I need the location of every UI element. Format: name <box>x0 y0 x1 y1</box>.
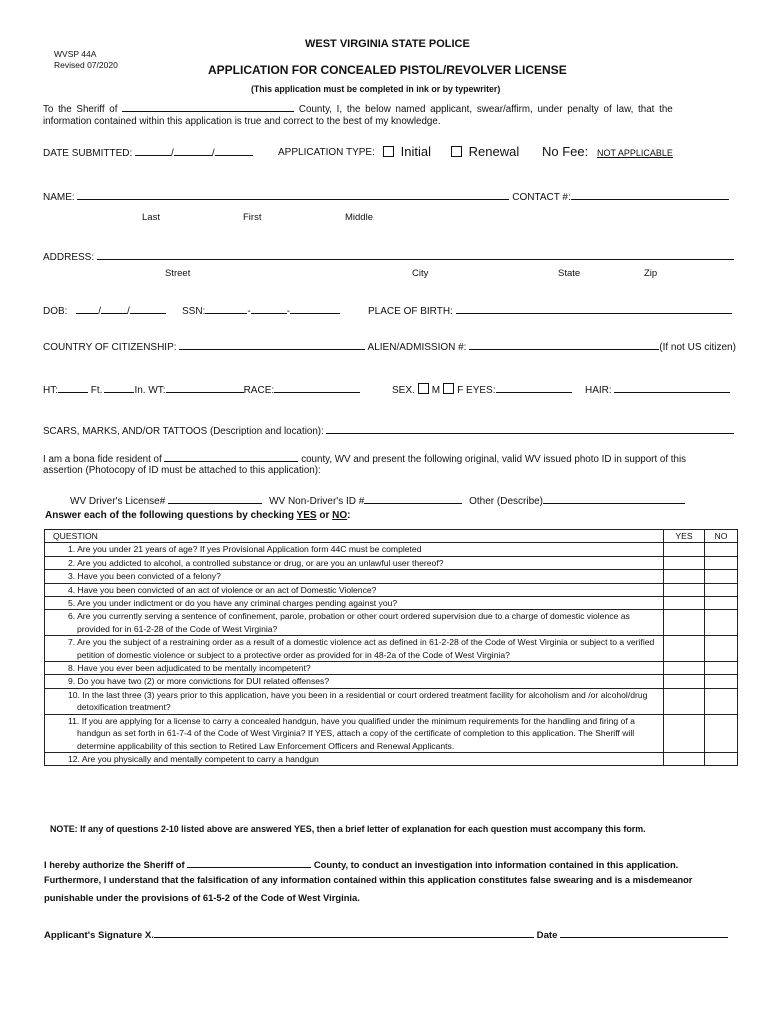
authorization-text-b: County, to conduct an investigation into information contained in this application. <box>313 859 679 870</box>
question-row <box>45 714 738 752</box>
answer-no-cell[interactable] <box>705 688 738 714</box>
answer-no-cell[interactable] <box>705 556 738 569</box>
eyes-label: F EYES: <box>457 385 496 396</box>
instructions-no: NO <box>332 510 348 521</box>
dob-month-field[interactable] <box>76 304 98 314</box>
alien-number-label: ALIEN/ADMISSION #: <box>367 342 467 353</box>
middle-caption: Middle <box>345 212 373 223</box>
question-cell <box>45 583 664 596</box>
citizenship-label: COUNTRY OF CITIZENSHIP: <box>43 342 177 353</box>
answer-no-cell[interactable] <box>705 570 738 583</box>
application-type-label: APPLICATION TYPE: <box>278 147 375 158</box>
question-text: 6. Are you currently serving a sentence of confinement, parole, probation or other court ordered supervision due to a charge of domestic violence as provided for in 61-2-28 of the Code of West Virginia? <box>68 611 630 634</box>
ssn-label: SSN: <box>182 306 206 317</box>
question-text: 7. Are you the subject of a restraining order as a result of a domestic violence act as defined in 61-2-28 of the Code of West Virginia or subject to a verified petition of domestic violence or subject to a protective order as provided for in 48-2a of the Code of West Virginia? <box>68 637 655 660</box>
answer-no-cell[interactable] <box>705 752 738 765</box>
birthplace-label: PLACE OF BIRTH: <box>368 306 453 317</box>
drivers-license-label: WV Driver's License# <box>70 496 166 507</box>
question-row <box>45 752 738 765</box>
table-header-row <box>45 530 738 543</box>
first-caption: First <box>243 212 262 223</box>
question-row <box>45 556 738 569</box>
hair-label: HAIR: <box>585 385 612 396</box>
feet-label: Ft. <box>90 385 103 396</box>
no-fee-label: No Fee: <box>542 144 589 159</box>
dob-row <box>43 304 166 317</box>
other-id-field[interactable] <box>543 494 685 504</box>
initial-label: Initial <box>400 144 431 159</box>
city-caption: City <box>412 268 429 279</box>
physical-row <box>43 383 360 396</box>
ssn-part1-field[interactable] <box>205 304 247 314</box>
dob-slash: / <box>127 306 130 317</box>
height-inches-field[interactable] <box>104 383 134 393</box>
intro-text-a: To the Sheriff of <box>43 104 118 115</box>
instructions-text: Answer each of the following questions by checking <box>45 510 294 521</box>
contact-label: CONTACT #: <box>512 192 571 203</box>
residency-text-b: county, WV and present the following original, valid WV issued photo ID in support of this <box>301 454 687 465</box>
question-text: 12. Are you physically and mentally competent to carry a handgun <box>68 753 319 764</box>
ssn-dash: - <box>247 306 251 317</box>
authorization-county-field[interactable] <box>187 858 311 868</box>
instructions-or: or <box>319 510 330 521</box>
answer-yes-cell[interactable] <box>664 583 705 596</box>
dob-year-field[interactable] <box>130 304 166 314</box>
yes-header: YES <box>664 530 705 543</box>
id-row <box>70 494 685 507</box>
answer-no-cell[interactable] <box>705 610 738 636</box>
question-text: 8. Have you ever been adjudicated to be mentally incompetent? <box>68 663 311 674</box>
non-citizen-note: (If not US citizen) <box>659 342 736 353</box>
question-cell <box>45 662 664 675</box>
question-text: 2. Are you addicted to alcohol, a controlled substance or drug, or are you an unlawful user thereof? <box>68 557 444 568</box>
no-header: NO <box>705 530 738 543</box>
race-field[interactable] <box>274 383 360 393</box>
name-label: NAME: <box>43 192 75 203</box>
answer-no-cell[interactable] <box>705 543 738 556</box>
question-cell <box>45 688 664 714</box>
scars-row <box>43 424 734 437</box>
signature-date-field[interactable] <box>560 928 728 938</box>
answer-yes-cell[interactable] <box>664 570 705 583</box>
weight-field[interactable] <box>166 383 244 393</box>
non-driver-id-label: WV Non-Driver's ID # <box>269 496 365 507</box>
residency-line-2: assertion (Photocopy of ID must be attached to this application): <box>43 465 321 476</box>
address-field[interactable] <box>97 250 734 260</box>
question-text: 5. Are you under indictment or do you have any criminal charges pending against you? <box>68 598 398 609</box>
answer-yes-cell[interactable] <box>664 610 705 636</box>
question-row <box>45 675 738 688</box>
sheriff-county-field[interactable] <box>122 102 294 112</box>
birthplace-row <box>368 304 732 317</box>
renewal-label: Renewal <box>468 144 520 159</box>
dob-day-field[interactable] <box>101 304 127 314</box>
address-label: ADDRESS: <box>43 252 95 263</box>
questions-table <box>44 529 738 766</box>
answer-no-cell[interactable] <box>705 662 738 675</box>
hair-field[interactable] <box>614 383 730 393</box>
height-label: HT: <box>43 385 58 396</box>
intro-text-b: County, I, the below named applicant, swear/affirm, under penalty of law, that the <box>298 104 673 115</box>
answer-yes-cell[interactable] <box>664 636 705 662</box>
question-text: 9. Do you have two (2) or more convictions for DUI related offenses? <box>68 676 330 687</box>
answer-no-cell[interactable] <box>705 675 738 688</box>
question-row <box>45 583 738 596</box>
name-field[interactable] <box>77 190 509 200</box>
authorization-line-2: Furthermore, I understand that the falsification of any information contained within this application constitutes false swearing and is a misdemeanor <box>44 875 693 885</box>
drivers-license-field[interactable] <box>168 494 262 504</box>
question-cell <box>45 675 664 688</box>
height-feet-field[interactable] <box>58 383 88 393</box>
completion-note: (This application must be completed in ink or by typewriter) <box>251 84 501 94</box>
answer-yes-cell[interactable] <box>664 675 705 688</box>
date-slash: / <box>171 148 174 159</box>
question-text: 4. Have you been convicted of an act of violence or an act of Domestic Violence? <box>68 584 377 595</box>
date-label: DATE SUBMITTED: <box>43 148 133 159</box>
page-title: APPLICATION FOR CONCEALED PISTOL/REVOLVER LICENSE <box>208 63 567 77</box>
residency-line-1 <box>43 452 686 465</box>
answer-yes-cell[interactable] <box>664 752 705 765</box>
eyes-field[interactable] <box>496 383 572 393</box>
other-id-label: Other (Describe) <box>469 496 544 507</box>
answer-yes-cell[interactable] <box>664 662 705 675</box>
answer-no-cell[interactable] <box>705 636 738 662</box>
scars-field[interactable] <box>326 424 734 434</box>
male-label: M <box>431 385 441 396</box>
renewal-option[interactable] <box>448 144 519 159</box>
question-cell <box>45 543 664 556</box>
question-row <box>45 597 738 610</box>
answer-yes-cell[interactable] <box>664 714 705 752</box>
question-cell <box>45 570 664 583</box>
renewal-checkbox[interactable] <box>451 146 462 157</box>
answer-yes-cell[interactable] <box>664 543 705 556</box>
question-cell <box>45 597 664 610</box>
signature-row <box>44 928 728 941</box>
street-caption: Street <box>165 268 191 279</box>
residency-text-a: I am a bona fide resident of <box>43 454 162 465</box>
ssn-row <box>182 304 340 317</box>
state-caption: State <box>558 268 581 279</box>
name-row <box>43 190 729 203</box>
hair-group <box>585 383 730 396</box>
answer-yes-cell[interactable] <box>664 556 705 569</box>
citizenship-row <box>43 340 736 353</box>
explanation-note: NOTE: If any of questions 2-10 listed above are answered YES, then a brief letter of explanation for each question must accompany this form. <box>50 824 646 834</box>
ssn-part3-field[interactable] <box>290 304 340 314</box>
authorization-line-1 <box>44 858 678 870</box>
agency-name: WEST VIRGINIA STATE POLICE <box>305 38 470 50</box>
answer-yes-cell[interactable] <box>664 688 705 714</box>
non-driver-id-field[interactable] <box>364 494 462 504</box>
question-header: QUESTION <box>45 530 664 543</box>
intro-line-2: information contained within this application is true and correct to the best of my knowledge. <box>43 116 441 127</box>
sex-female-checkbox[interactable] <box>443 383 454 394</box>
authorization-line-3: punishable under the provisions of 61-5-2 of the Code of West Virginia. <box>44 892 360 903</box>
question-row <box>45 610 738 636</box>
question-text: 1. Are you under 21 years of age? If yes Provisional Application form 44C must be completed <box>68 544 422 555</box>
signature-field[interactable] <box>154 928 534 938</box>
date-year-field[interactable] <box>215 146 253 156</box>
not-applicable-text: NOT APPLICABLE <box>597 148 673 158</box>
answer-yes-cell[interactable] <box>664 597 705 610</box>
sex-eyes-group <box>392 383 572 396</box>
answer-no-cell[interactable] <box>705 714 738 752</box>
authorization-text-a: I hereby authorize the Sheriff of <box>44 859 185 870</box>
signature-date-label: Date <box>536 930 558 941</box>
date-row <box>43 146 253 159</box>
question-row <box>45 662 738 675</box>
sex-male-checkbox[interactable] <box>418 383 429 394</box>
signature-label: Applicant's Signature X. <box>44 930 154 941</box>
race-label: RACE: <box>243 385 275 396</box>
residency-county-field[interactable] <box>164 452 298 462</box>
contact-field[interactable] <box>571 190 729 200</box>
question-row <box>45 688 738 714</box>
date-slash: / <box>211 148 215 159</box>
scars-label: SCARS, MARKS, AND/OR TATTOOS (Description and location): <box>43 426 324 437</box>
revision-date: Revised 07/2020 <box>54 60 118 70</box>
question-row <box>45 543 738 556</box>
question-cell <box>45 610 664 636</box>
address-row <box>43 250 734 263</box>
date-day-field[interactable] <box>174 146 212 156</box>
answer-instructions <box>45 510 350 521</box>
question-row <box>45 570 738 583</box>
question-cell <box>45 752 664 765</box>
question-text: 10. In the last three (3) years prior to this application, have you been in a residential or court ordered treatment facility for alcoholism and /or alcohol/drug detoxification treatment? <box>68 689 648 713</box>
intro-line-1 <box>43 102 673 115</box>
ssn-dash: - <box>286 306 291 317</box>
zip-caption: Zip <box>644 268 658 279</box>
initial-option[interactable] <box>380 144 431 159</box>
instructions-yes: YES <box>296 510 317 521</box>
question-text: 3. Have you been convicted of a felony? <box>68 571 221 582</box>
answer-no-cell[interactable] <box>705 597 738 610</box>
date-month-field[interactable] <box>135 146 171 156</box>
question-cell <box>45 556 664 569</box>
dob-label: DOB: <box>43 306 68 317</box>
birthplace-field[interactable] <box>456 304 732 314</box>
question-cell <box>45 636 664 662</box>
initial-checkbox[interactable] <box>383 146 394 157</box>
answer-no-cell[interactable] <box>705 583 738 596</box>
weight-label: In. WT: <box>134 385 166 396</box>
question-row <box>45 636 738 662</box>
alien-number-field[interactable] <box>469 340 659 350</box>
question-cell <box>45 714 664 752</box>
last-caption: Last <box>142 212 160 223</box>
form-code: WVSP 44A <box>54 49 97 59</box>
instructions-colon: : <box>347 510 351 521</box>
citizenship-field[interactable] <box>179 340 365 350</box>
question-text: 11. If you are applying for a license to carry a concealed handgun, have you qualified under the minimum requirements for the handling and firing of a handgun as set forth in 61-7-4 of the Code of West Virginia? If YES, attach a copy of the certificate of completion to this application. The Sheriff will determine applicability of this section to Retired Law Enforcement Officers and Renewal Applicants. <box>68 715 635 751</box>
sex-label: SEX. <box>392 385 415 396</box>
ssn-part2-field[interactable] <box>251 304 287 314</box>
dob-slash: / <box>98 306 102 317</box>
